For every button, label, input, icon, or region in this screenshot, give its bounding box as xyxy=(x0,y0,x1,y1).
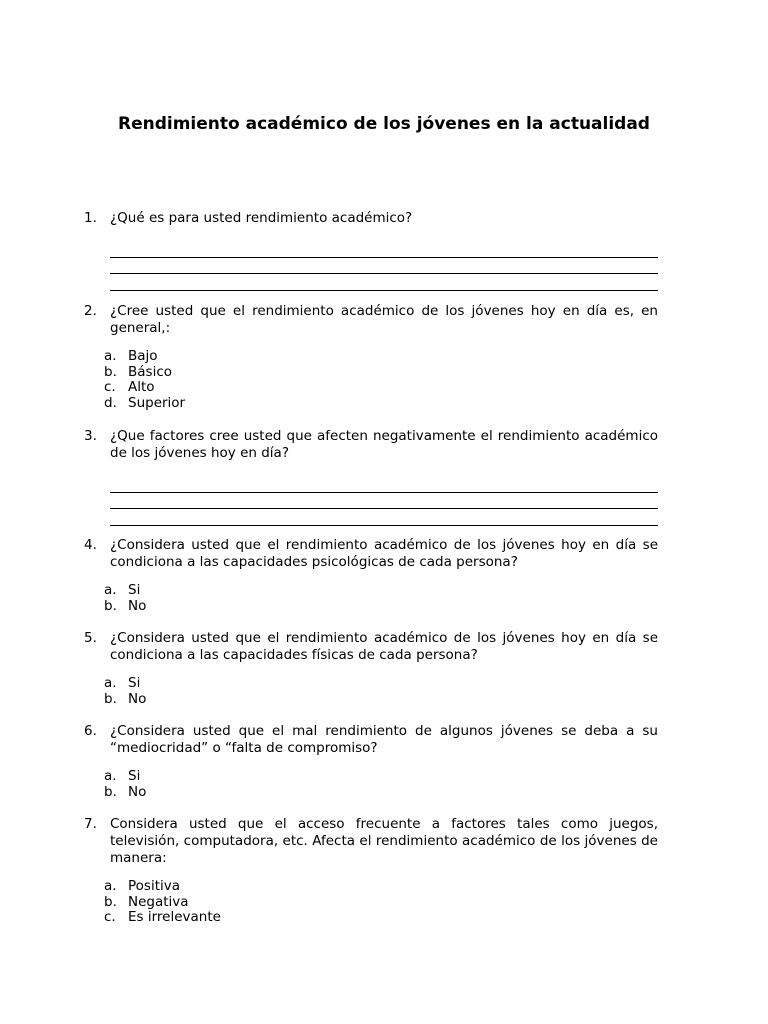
option-letter: b. xyxy=(104,783,117,800)
question-number: 1. xyxy=(84,210,97,226)
option-letter: b. xyxy=(104,893,117,910)
option-letter: c. xyxy=(104,379,116,396)
options-list xyxy=(84,879,658,926)
options-list xyxy=(84,769,658,800)
option-letter: d. xyxy=(104,395,117,412)
option-text: Si xyxy=(128,675,141,691)
option-letter: b. xyxy=(104,363,117,380)
option-c[interactable] xyxy=(84,910,658,926)
option-b[interactable] xyxy=(84,692,658,708)
question-number: 5. xyxy=(84,630,97,646)
answer-line[interactable] xyxy=(110,493,658,510)
options-list xyxy=(84,676,658,707)
question-2 xyxy=(84,303,658,412)
options-list xyxy=(84,349,658,412)
question-text: ¿Que factores cree usted que afecten negativamente el rendimiento académico de los jóvenes hoy en día? xyxy=(110,428,658,461)
option-text: No xyxy=(128,597,147,614)
option-text: Si xyxy=(128,768,141,784)
option-b[interactable] xyxy=(84,895,658,911)
question-4 xyxy=(84,537,658,614)
question-text: ¿Qué es para usted rendimiento académico? xyxy=(110,210,413,226)
option-letter: a. xyxy=(104,675,117,691)
answer-line[interactable] xyxy=(110,274,658,291)
question-text: ¿Considera usted que el rendimiento académico de los jóvenes hoy en día se condiciona a las capacidades físicas de cada persona? xyxy=(110,630,658,663)
option-text: Negativa xyxy=(128,893,189,910)
question-number: 2. xyxy=(84,303,97,319)
question-text: ¿Cree usted que el rendimiento académico de los jóvenes hoy en día es, en general,: xyxy=(110,303,658,336)
option-text: Positiva xyxy=(128,878,181,894)
option-text: Es irrelevante xyxy=(128,909,221,926)
answer-line[interactable] xyxy=(110,476,658,493)
option-d[interactable] xyxy=(84,396,658,412)
option-letter: a. xyxy=(104,878,117,894)
option-text: No xyxy=(128,783,147,800)
option-a[interactable] xyxy=(84,349,658,365)
option-a[interactable] xyxy=(84,676,658,692)
option-text: Alto xyxy=(128,379,155,396)
option-a[interactable] xyxy=(84,583,658,599)
question-1 xyxy=(84,210,658,291)
option-a[interactable] xyxy=(84,879,658,895)
question-3 xyxy=(84,428,658,526)
answer-line[interactable] xyxy=(110,509,658,526)
answer-lines[interactable] xyxy=(110,476,658,526)
option-b[interactable] xyxy=(84,599,658,615)
question-number: 3. xyxy=(84,428,97,444)
option-text: No xyxy=(128,690,147,707)
option-a[interactable] xyxy=(84,769,658,785)
question-6 xyxy=(84,723,658,800)
answer-line[interactable] xyxy=(110,241,658,258)
question-5 xyxy=(84,630,658,707)
question-7 xyxy=(84,816,658,926)
answer-line[interactable] xyxy=(110,258,658,275)
option-letter: b. xyxy=(104,690,117,707)
question-number: 6. xyxy=(84,723,97,739)
option-text: Si xyxy=(128,582,141,598)
option-letter: a. xyxy=(104,768,117,784)
option-text: Bajo xyxy=(128,348,158,364)
option-b[interactable] xyxy=(84,365,658,381)
question-number: 4. xyxy=(84,537,97,553)
option-text: Básico xyxy=(128,363,173,380)
question-number: 7. xyxy=(84,816,97,832)
answer-lines[interactable] xyxy=(110,241,658,291)
option-letter: a. xyxy=(104,348,117,364)
option-letter: b. xyxy=(104,597,117,614)
option-letter: a. xyxy=(104,582,117,598)
question-text: ¿Considera usted que el rendimiento académico de los jóvenes hoy en día se condiciona a las capacidades psicológicas de cada persona? xyxy=(110,537,658,570)
question-text: ¿Considera usted que el mal rendimiento de algunos jóvenes se deba a su “mediocridad” o “falta de compromiso? xyxy=(110,723,658,756)
document-title: Rendimiento académico de los jóvenes en la actualidad xyxy=(118,114,650,134)
option-c[interactable] xyxy=(84,380,658,396)
options-list xyxy=(84,583,658,614)
option-text: Superior xyxy=(128,395,186,412)
option-b[interactable] xyxy=(84,785,658,801)
question-text: Considera usted que el acceso frecuente a factores tales como juegos, televisión, computadora, etc. Afecta el rendimiento académico de los jóvenes de manera: xyxy=(110,816,658,866)
option-letter: c. xyxy=(104,909,116,926)
